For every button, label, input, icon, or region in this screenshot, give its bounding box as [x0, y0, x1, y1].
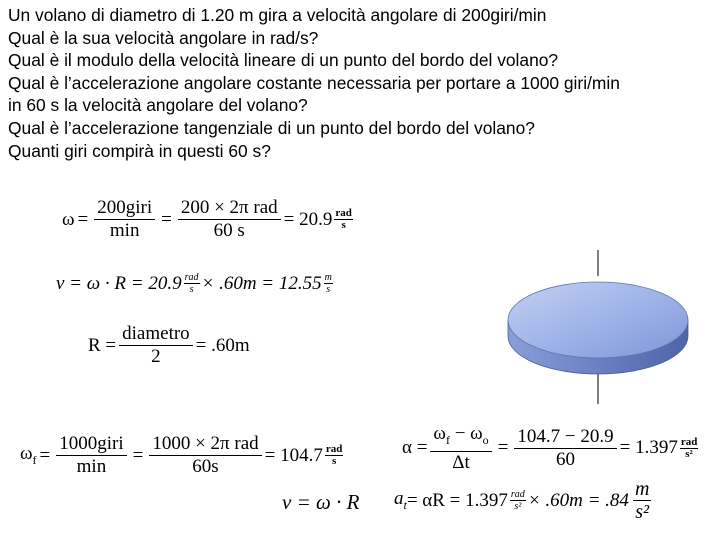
fraction-rad-s — [178, 198, 281, 241]
omega-symbol: ω — [62, 208, 75, 230]
equals-sign: = — [161, 208, 172, 230]
problem-line: in 60 s la velocità angolare del volano? — [8, 95, 308, 116]
problem-line: Qual è l’accelerazione tangenziale di un punto del bordo del volano? — [8, 117, 535, 138]
unit-rad-per-s2 — [680, 437, 699, 460]
problem-line: Qual è la sua velocità angolare in rad/s? — [8, 27, 319, 48]
fraction-denominator: 60s — [192, 456, 219, 477]
flywheel-disc-illustration — [490, 248, 720, 408]
unit-denominator: s² — [685, 447, 693, 460]
fraction-rad-s — [149, 434, 261, 477]
result-value: = 1.397 — [619, 437, 678, 459]
unit-m-per-s2 — [633, 478, 651, 523]
result-value: = 104.7 — [264, 444, 323, 466]
fraction-values — [514, 427, 616, 470]
at-mid2: × .60m = .84 — [527, 489, 629, 511]
fraction-denominator: 2 — [151, 346, 161, 367]
equals-sign: = — [39, 444, 51, 466]
fraction-numerator: 200 × 2π rad — [178, 198, 281, 220]
problem-statement — [8, 4, 716, 162]
alpha-lhs: α = — [402, 437, 428, 459]
fraction-giri-min — [56, 434, 126, 477]
problem-line: Quanti giri compirà in questi 60 s? — [8, 140, 271, 161]
fraction-diametro — [119, 324, 193, 367]
unit-m-per-s — [324, 272, 333, 295]
unit-numerator: m — [324, 272, 332, 283]
equation-omega — [62, 198, 355, 241]
fraction-denominator: Δt — [452, 451, 470, 473]
unit-rad-per-s2 — [510, 489, 526, 512]
unit-rad-per-s — [334, 208, 353, 231]
equation-tangential-acceleration — [394, 478, 651, 523]
unit-numerator: m — [634, 478, 650, 500]
equation-v-omega-r — [282, 490, 359, 515]
fraction-numerator: 200giri — [94, 198, 155, 220]
v-relation-text: v = ω · R — [282, 490, 360, 514]
equation-omega-final — [20, 434, 345, 477]
unit-numerator: rad — [510, 489, 525, 500]
problem-line: Qual è l’accelerazione angolare costante necessaria per portare a 1000 giri/min — [8, 72, 620, 93]
unit-numerator: rad — [680, 435, 698, 448]
fraction-denominator: 60 — [556, 448, 575, 470]
problem-line: Un volano di diametro di 1.20 m gira a velocità angolare di 200giri/min — [8, 5, 547, 25]
fraction-numerator: 104.7 − 20.9 — [514, 427, 616, 449]
radius-result: = .60m — [195, 334, 250, 356]
unit-rad-per-s — [325, 444, 344, 467]
fraction-numerator: $\omega_f - \omega_o$ — [430, 424, 491, 452]
at-symbol: $a_t$ — [394, 488, 407, 512]
fraction-giri-min — [94, 198, 155, 241]
disc-top — [508, 282, 688, 358]
unit-denominator: s — [189, 284, 194, 295]
equation-radius — [88, 324, 250, 367]
unit-denominator: s — [332, 455, 337, 467]
unit-numerator: rad — [325, 443, 343, 455]
fraction-omega-delta — [430, 424, 491, 473]
fraction-denominator: 60 s — [213, 220, 245, 241]
omega-final-symbol: $\omega_f$ — [20, 443, 37, 467]
problem-line: Qual è il modulo della velocità lineare di un punto del bordo del volano? — [8, 50, 559, 71]
unit-numerator: rad — [184, 272, 199, 283]
unit-denominator: s² — [514, 501, 522, 512]
equation-alpha: α = $\frac{\omega_f - \omega_o}{\Delta t}$ = $\frac{104.7 - 20.9}{60}$ = 1.397 $\frac{\text{rad}}{\text{s²}}$ — [402, 423, 698, 473]
fraction-numerator: 1000 × 2π rad — [149, 434, 261, 456]
unit-denominator: s — [341, 219, 346, 231]
unit-rad-per-s — [184, 272, 200, 295]
fraction-numerator: diametro — [119, 324, 193, 346]
fraction-numerator: 1000giri — [56, 434, 126, 456]
fraction-denominator: min — [76, 456, 107, 477]
at-mid: = αR = 1.397 — [406, 489, 508, 511]
unit-numerator: rad — [335, 207, 352, 219]
equals-sign: = — [77, 208, 89, 230]
fraction-denominator: min — [109, 220, 140, 241]
equals-sign: = — [132, 444, 144, 466]
equation-linear-velocity — [56, 272, 335, 295]
unit-denominator: s — [326, 284, 331, 295]
result-value: = 20.9 — [283, 208, 333, 230]
velocity-lhs: v = ω · R = 20.9 — [56, 272, 182, 294]
radius-lhs: R = — [88, 334, 117, 356]
velocity-mid: × .60m = 12.55 — [201, 272, 322, 294]
unit-denominator: s² — [635, 501, 650, 523]
